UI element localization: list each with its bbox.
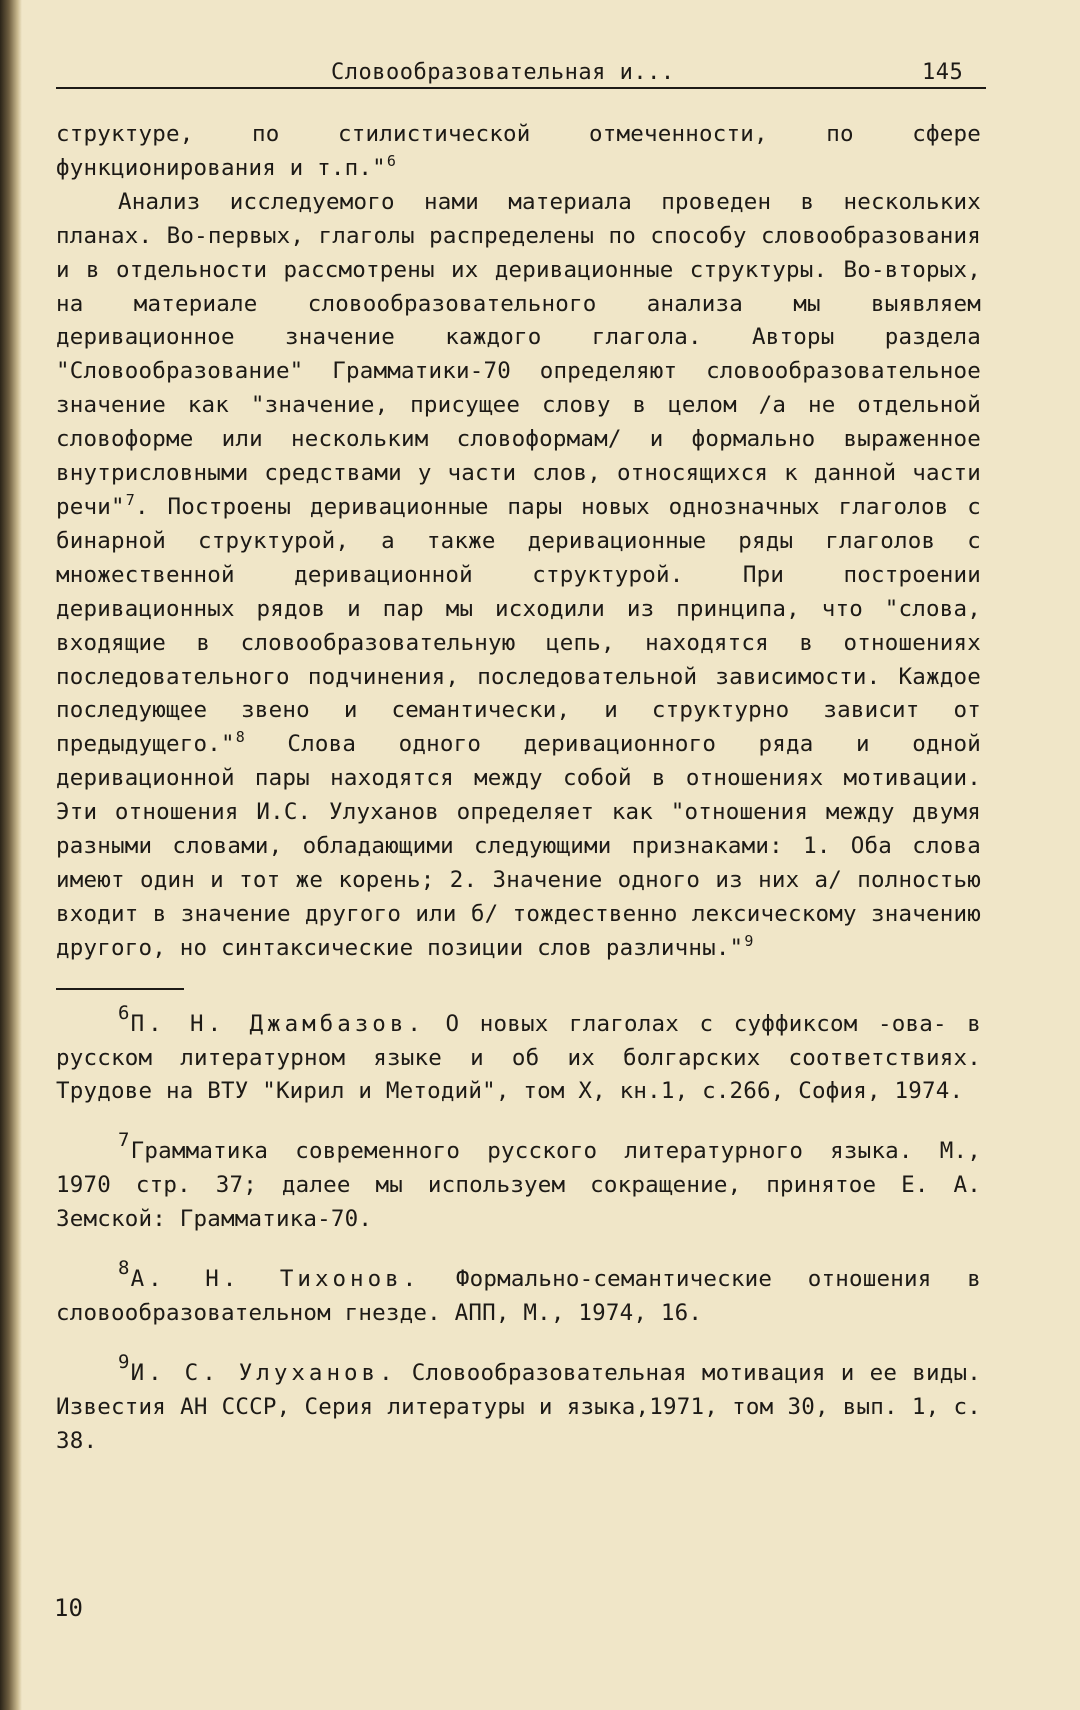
footnote-author: А. Н. Тихонов.: [130, 1266, 421, 1293]
footnote-text: Словообразовательная мотивация и ее виды. Известия АН СССР, Серия литературы и языка,1971, том 30, вып. 1, с. 38.: [56, 1359, 981, 1454]
binding-shadow: [0, 0, 22, 1710]
footnote-text: Формально-семантические отношения в словообразовательном гнезде. АПП, М., 1974, 16.: [56, 1266, 981, 1326]
footnote-8: 8А. Н. Тихонов. Формально-семантические отношения в словообразовательном гнезде. АПП, М., 1974, 16.: [56, 1257, 981, 1326]
paragraph-2: [56, 186, 981, 966]
footnote-7: 7Грамматика современного русского литературного языка. М., 1970 стр. 37; далее мы используем сокращение, принятое Е. А. Земской: Грамматика-70.: [56, 1129, 981, 1233]
paragraph-1: [56, 118, 981, 186]
footnote-separator: [56, 988, 184, 990]
running-header: [56, 56, 986, 88]
running-title: Словообразовательная и...: [331, 60, 675, 85]
footnote-6: 6П. Н. Джамбазов. О новых глаголах с суффиксом -ова- в русском литературном языке и об их болгарских соответствиях. Трудове на ВТУ "Кирил и Методий", том X, кн.1, с.266, София, 1974.: [56, 1001, 981, 1105]
page-number: 145: [922, 60, 964, 85]
footnote-ref-7: 7: [125, 490, 135, 509]
footnote-author: И. С. Улуханов.: [130, 1359, 397, 1386]
footnote-ref-9: 9: [744, 931, 754, 950]
footnote-ref-8: 8: [235, 728, 245, 747]
header-rule: [56, 87, 986, 89]
footnote-text: Грамматика современного русского литературного языка. М., 1970 стр. 37; далее мы используем сокращение, принятое Е. А. Земской: Грамматика-70.: [56, 1138, 981, 1233]
paragraph-2-part-c: Слова одного деривационного ряда и одной деривационной пары находятся между собой в отношениях мотивации. Эти отношения И.С. Улуханов определяет как "отношения между двумя разными словами, обладающими следующими признаками: 1. Оба слова имеют один и тот же корень; 2. Значение одного из них а/ полностью входит в значение другого или б/ тождественно лексическому значению другого, но синтаксические позиции слов различны.": [56, 731, 981, 961]
folio-number: 10: [54, 1594, 83, 1622]
main-text: [56, 118, 981, 966]
footnote-text: О новых глаголах с суффиксом -ова- в русском литературном языке и об их болгарских соответствиях. Трудове на ВТУ "Кирил и Методий", том X, кн.1, с.266, София, 1974.: [56, 1010, 981, 1105]
paragraph-2-part-a: Анализ исследуемого нами материала проведен в нескольких планах. Во-первых, глаголы распределены по способу словообразования и в отдельности рассмотрены их деривационные структуры. Во-вторых, на материале словообразовательного анализа мы выявляем деривационное значение каждого глагола. Авторы раздела "Словообразование" Грамматики-70 определяют словообразовательное значение как "значение, присущее слову в целом /а не отдельной словоформе или нескольким словоформам/ и формально выраженное внутрисловными средствами у части слов, относящихся к данной части речи": [56, 188, 981, 520]
footnote-9: 9И. С. Улуханов. Словообразовательная мотивация и ее виды. Известия АН СССР, Серия литературы и языка,1971, том 30, вып. 1, с. 38.: [56, 1350, 981, 1454]
paragraph-1-text: структуре, по стилистической отмеченности, по сфере функционирования и т.п.": [56, 121, 981, 181]
footnote-ref-6: 6: [386, 151, 397, 170]
footnote-author: П. Н. Джамбазов.: [130, 1010, 425, 1037]
page: [56, 56, 986, 1485]
paragraph-2-part-b: . Построены деривационные пары новых однозначных глаголов с бинарной структурой, а также деривационные ряды глаголов с множественной деривационной структурой. При построении деривационных рядов и пар мы исходили из принципа, что "слова, входящие в словообразовательную цепь, находятся в отношениях последовательного подчинения, последовательной зависимости. Каждое последующее звено и семантически, и структурно зависит от предыдущего.": [56, 493, 981, 758]
